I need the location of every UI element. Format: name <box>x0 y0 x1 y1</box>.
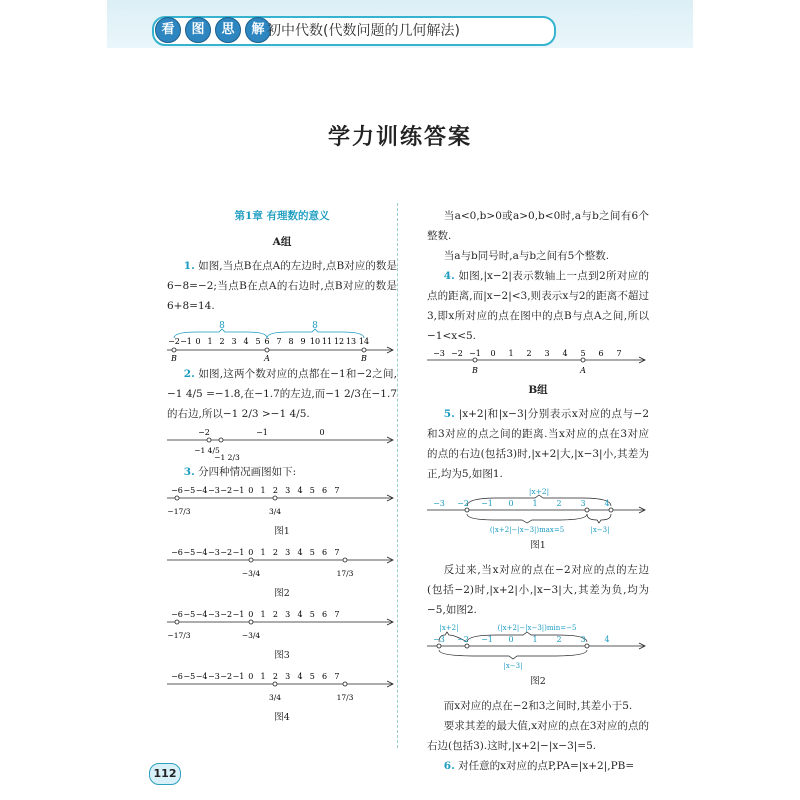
b-tick: −1 <box>481 635 493 644</box>
b-fig2-top-label-b: (|x+2|−|x−3|)min=−5 <box>497 624 577 632</box>
q3-tick: −3 <box>208 672 220 681</box>
q3-tick: 6 <box>322 610 328 619</box>
q4-tick: −1 <box>469 349 481 358</box>
point <box>175 620 179 624</box>
point <box>343 682 347 686</box>
q3-fig1-frac-right: 3/4 <box>268 507 282 516</box>
q1-brace-label-right: 8 <box>312 321 318 331</box>
q3-fig1 <box>167 484 397 522</box>
header-badges <box>155 17 271 43</box>
q3-fig2-frac-right: 17/3 <box>336 569 354 578</box>
q3-fig3-ticks <box>171 610 339 619</box>
q3-tick: 7 <box>334 548 340 557</box>
b-tick: 3 <box>580 499 586 508</box>
question-2-number: 2. <box>183 368 195 380</box>
q3-fig3-frac-right: −3/4 <box>241 631 261 640</box>
q3-tick: −5 <box>183 672 196 681</box>
q3-tick: 0 <box>248 548 254 557</box>
q3-tick: 0 <box>248 672 254 681</box>
b-tick: −1 <box>481 499 493 508</box>
q3-tick: 5 <box>309 610 315 619</box>
question-1 <box>167 256 397 316</box>
question-4-number: 4. <box>443 270 455 282</box>
q3-tick: −2 <box>220 548 233 557</box>
q3-tick: −5 <box>183 548 196 557</box>
b-fig2-bottom-brace <box>439 650 587 659</box>
q1-tick: 3 <box>231 337 237 346</box>
point <box>465 644 469 648</box>
column-divider <box>397 203 399 748</box>
q1-tick: 2 <box>219 337 225 346</box>
group-a-heading: A组 <box>272 236 292 248</box>
point <box>465 508 469 512</box>
q3-tick: −4 <box>195 548 208 557</box>
q4-number-line <box>427 348 649 378</box>
q1-tick: 1 <box>207 337 213 346</box>
right-column <box>427 206 649 776</box>
q2-tick: −1 <box>256 428 268 437</box>
q4-tick: 2 <box>526 349 532 358</box>
left-column <box>167 206 397 732</box>
q1-tick: 6 <box>264 337 270 346</box>
q4-tick: 1 <box>508 349 514 358</box>
q1-tick: 10 <box>309 337 321 346</box>
q3-fig3-frac-left: −17/3 <box>167 631 191 640</box>
q2-mark-1: −1 4/5 <box>194 446 220 455</box>
question-5 <box>427 404 649 484</box>
b-tick: −3 <box>433 635 445 644</box>
q3-fig4 <box>167 670 397 708</box>
question-2 <box>167 364 397 424</box>
question-5-number: 5. <box>443 408 455 420</box>
q3-tick: 3 <box>285 486 291 495</box>
q3-tick: −4 <box>195 610 208 619</box>
q3-tick: −2 <box>220 610 233 619</box>
q3-tick: 5 <box>309 486 315 495</box>
point <box>273 496 277 500</box>
q1-tick: 9 <box>300 337 306 346</box>
question-6-number: 6. <box>443 760 455 772</box>
b-fig1-bottom-label-b: |x−3| <box>590 526 610 534</box>
q3-tick: −3 <box>208 548 220 557</box>
paragraph-4: 而x对应的点在−2和3之间时,其差小于5. <box>443 700 633 712</box>
fig-caption-b1: 图1 <box>530 540 546 551</box>
q3-tick: 2 <box>272 672 278 681</box>
q4-tick: 7 <box>616 349 622 358</box>
badge-1: 看 <box>155 17 181 43</box>
q3-tick: −6 <box>171 486 183 495</box>
question-3-number: 3. <box>183 466 195 478</box>
fig-caption-3: 图3 <box>274 650 290 661</box>
q3-tick: 1 <box>260 672 266 681</box>
q3-tick: 1 <box>260 548 266 557</box>
b-fig1-top-label: |x+2| <box>528 487 550 496</box>
q3-tick: 1 <box>260 610 266 619</box>
badge-4: 解 <box>245 17 271 43</box>
q3-tick: 0 <box>248 486 254 495</box>
chapter-heading: 第1章 有理数的意义 <box>234 210 330 222</box>
q3-tick: 2 <box>272 486 278 495</box>
q1-label-b-right: B <box>361 354 367 363</box>
paragraph-3: 反过来,当x对应的点在−2对应的点的左边(包括−2)时,|x+2|小,|x−3|大,其差为负,均为−5,如图2. <box>427 564 649 616</box>
b-tick: 2 <box>556 499 562 508</box>
q3-tick: 0 <box>248 610 254 619</box>
q3-tick: 4 <box>297 548 303 557</box>
q3-tick: 4 <box>297 610 303 619</box>
q1-point-b-left <box>172 348 176 352</box>
badge-2: 图 <box>185 17 211 43</box>
b-fig2 <box>427 622 649 672</box>
q2-point-1 <box>207 438 211 442</box>
question-4-text: 如图,|x−2|表示数轴上一点到2所对应的点的距离,而|x−2|<3,则表示x与2的距离不超过3,即x所对应的点在图中的点B与点A之间,所以−1<x<5. <box>427 270 649 342</box>
q3-tick: 7 <box>334 672 340 681</box>
paragraph-1: 当a<0,b>0或a>0,b<0时,a与b之间有6个整数. <box>427 210 649 242</box>
q4-tick: 4 <box>562 349 568 358</box>
q3-tick: 4 <box>297 486 303 495</box>
q3-tick: 2 <box>272 548 278 557</box>
b-fig1-bottom-brace-b <box>587 514 611 523</box>
b-tick: 0 <box>508 499 514 508</box>
q1-tick: 7 <box>276 337 282 346</box>
point <box>343 558 347 562</box>
b-tick: −2 <box>457 499 469 508</box>
q4-tick-labels <box>433 349 621 358</box>
q1-brace-label-left: 8 <box>219 321 225 331</box>
q3-fig3 <box>167 608 397 646</box>
b-tick: 4 <box>604 499 610 508</box>
q1-point-a <box>265 348 269 352</box>
b-tick: 2 <box>556 635 562 644</box>
q3-tick: 6 <box>322 486 328 495</box>
point <box>609 508 613 512</box>
point <box>273 682 277 686</box>
q1-tick: 11 <box>321 337 333 346</box>
question-5-text: |x+2|和|x−3|分别表示x对应的点与−2和3对应的点之间的距离.当x对应的点在3对应的点的右边(包括3)时,|x+2|大,|x−3|小,其差为正,均为5,如图1. <box>427 408 649 480</box>
fig-caption-4: 图4 <box>274 712 290 723</box>
book-subtitle: 初中代数(代数问题的几何解法) <box>267 23 460 39</box>
b-fig1-ticks <box>433 499 609 508</box>
point <box>249 558 253 562</box>
q1-tick: −2 <box>168 337 180 346</box>
q3-tick: −1 <box>232 610 245 619</box>
q3-fig4-frac-right: 17/3 <box>336 693 354 702</box>
q3-tick: 7 <box>334 610 340 619</box>
question-6-text: 对任意的x对应的点P,PA=|x+2|,PB= <box>458 760 635 772</box>
q2-tick: 0 <box>319 428 325 437</box>
b-fig2-top-label-a: |x+2| <box>439 624 459 632</box>
question-4 <box>427 266 649 346</box>
q1-number-line <box>167 318 397 364</box>
q4-label-b: B <box>472 366 478 375</box>
q3-fig2-frac-left: −3/4 <box>241 569 261 578</box>
q1-label-a: A <box>264 354 270 363</box>
fig-caption-b2: 图2 <box>530 676 546 687</box>
q1-tick: 8 <box>288 337 294 346</box>
q2-number-line <box>167 426 397 462</box>
q2-tick: −2 <box>198 428 210 437</box>
q4-tick: 3 <box>544 349 550 358</box>
q1-tick: 14 <box>358 337 370 346</box>
q3-tick: −2 <box>220 672 233 681</box>
q3-tick: 1 <box>260 486 266 495</box>
q1-tick: 0 <box>195 337 201 346</box>
question-2-text: 如图,这两个数对应的点都在−1和−2之间,−1 4/5 =−1.8,在−1.7的左边,而−1 2/3在−1.7的右边,所以−1 2/3 >−1 4/5. <box>167 368 397 420</box>
q3-tick: 7 <box>334 486 340 495</box>
q3-tick: −1 <box>232 486 245 495</box>
q3-tick: 6 <box>322 548 328 557</box>
q3-tick: 3 <box>285 672 291 681</box>
point <box>585 644 589 648</box>
b-tick: 0 <box>508 635 514 644</box>
question-6 <box>427 756 649 776</box>
b-tick: 1 <box>532 635 538 644</box>
q1-tick: 4 <box>243 337 249 346</box>
b-tick: 1 <box>532 499 538 508</box>
q1-tick: 5 <box>255 337 261 346</box>
b-fig1-bottom-brace-a <box>467 514 587 523</box>
question-3-text: 分四种情况画图如下: <box>198 466 297 478</box>
q1-tick-labels <box>168 337 369 346</box>
b-tick: 3 <box>580 635 586 644</box>
question-3 <box>167 462 397 482</box>
q3-tick: −2 <box>220 486 233 495</box>
b-fig1-bottom-label-a: (|x+2|−|x−3|)max=5 <box>489 526 565 534</box>
q3-tick: 6 <box>322 672 328 681</box>
q1-tick: 13 <box>345 337 357 346</box>
q3-tick: −3 <box>208 610 220 619</box>
page-number: 112 <box>149 763 181 785</box>
q4-tick: 5 <box>580 349 586 358</box>
q3-tick: −3 <box>208 486 220 495</box>
q3-fig2 <box>167 546 397 584</box>
q3-fig1-ticks <box>171 486 339 495</box>
b-tick: −2 <box>457 635 469 644</box>
q4-tick: −3 <box>433 349 445 358</box>
q1-label-b-left: B <box>171 354 177 363</box>
q3-tick: 4 <box>297 672 303 681</box>
b-fig2-ticks <box>433 635 609 644</box>
q4-point-a <box>581 358 585 362</box>
q3-tick: 3 <box>285 610 291 619</box>
q2-mark-2: −1 2/3 <box>214 453 240 462</box>
q3-fig2-ticks <box>171 548 339 557</box>
q4-tick: 6 <box>598 349 604 358</box>
paragraph-5: 要求其差的最大值,x对应的点在3对应的点的右边(包括3).这时,|x+2|−|x−3|=5. <box>427 720 649 752</box>
q3-tick: −5 <box>183 486 196 495</box>
q3-fig4-frac-left: 3/4 <box>268 693 282 702</box>
q3-tick: 5 <box>309 548 315 557</box>
q3-tick: −4 <box>195 672 208 681</box>
page <box>107 0 693 800</box>
q4-point-b <box>473 358 477 362</box>
badge-3: 思 <box>215 17 241 43</box>
q3-tick: 5 <box>309 672 315 681</box>
b-tick: −3 <box>433 499 445 508</box>
b-fig1 <box>427 486 649 536</box>
question-1-text: 如图,当点B在点A的左边时,点B对应的数是6−8=−2;当点B在点A的右边时,点B对应的数是6+8=14. <box>167 260 397 312</box>
point <box>249 620 253 624</box>
paragraph-2: 当a与b同号时,a与b之间有5个整数. <box>443 250 610 262</box>
q3-tick: −6 <box>171 672 183 681</box>
q4-tick: 0 <box>490 349 496 358</box>
q3-tick: −1 <box>232 548 245 557</box>
q4-label-a: A <box>580 366 586 375</box>
fig-caption-1: 图1 <box>274 526 290 537</box>
b-tick: 4 <box>604 635 610 644</box>
b-fig2-bottom-label: |x−3| <box>503 662 523 670</box>
fig-caption-2: 图2 <box>274 588 290 599</box>
q3-tick: −4 <box>195 486 208 495</box>
point <box>437 644 441 648</box>
q1-tick: −1 <box>180 337 192 346</box>
q1-tick: 12 <box>333 337 345 346</box>
q3-tick: 3 <box>285 548 291 557</box>
q3-fig4-ticks <box>171 672 339 681</box>
q3-tick: −6 <box>171 548 183 557</box>
q3-fig1-frac-left: −17/3 <box>167 507 191 516</box>
question-1-number: 1. <box>183 260 195 272</box>
q2-point-2 <box>219 438 223 442</box>
page-title: 学力训练答案 <box>327 124 472 150</box>
q1-point-b-right <box>362 348 366 352</box>
q4-tick: −2 <box>451 349 463 358</box>
q3-tick: −6 <box>171 610 183 619</box>
q3-tick: 2 <box>272 610 278 619</box>
q3-tick: −5 <box>183 610 196 619</box>
group-b-heading: B组 <box>528 384 548 396</box>
point <box>175 496 179 500</box>
q3-tick: −1 <box>232 672 245 681</box>
point <box>585 508 589 512</box>
